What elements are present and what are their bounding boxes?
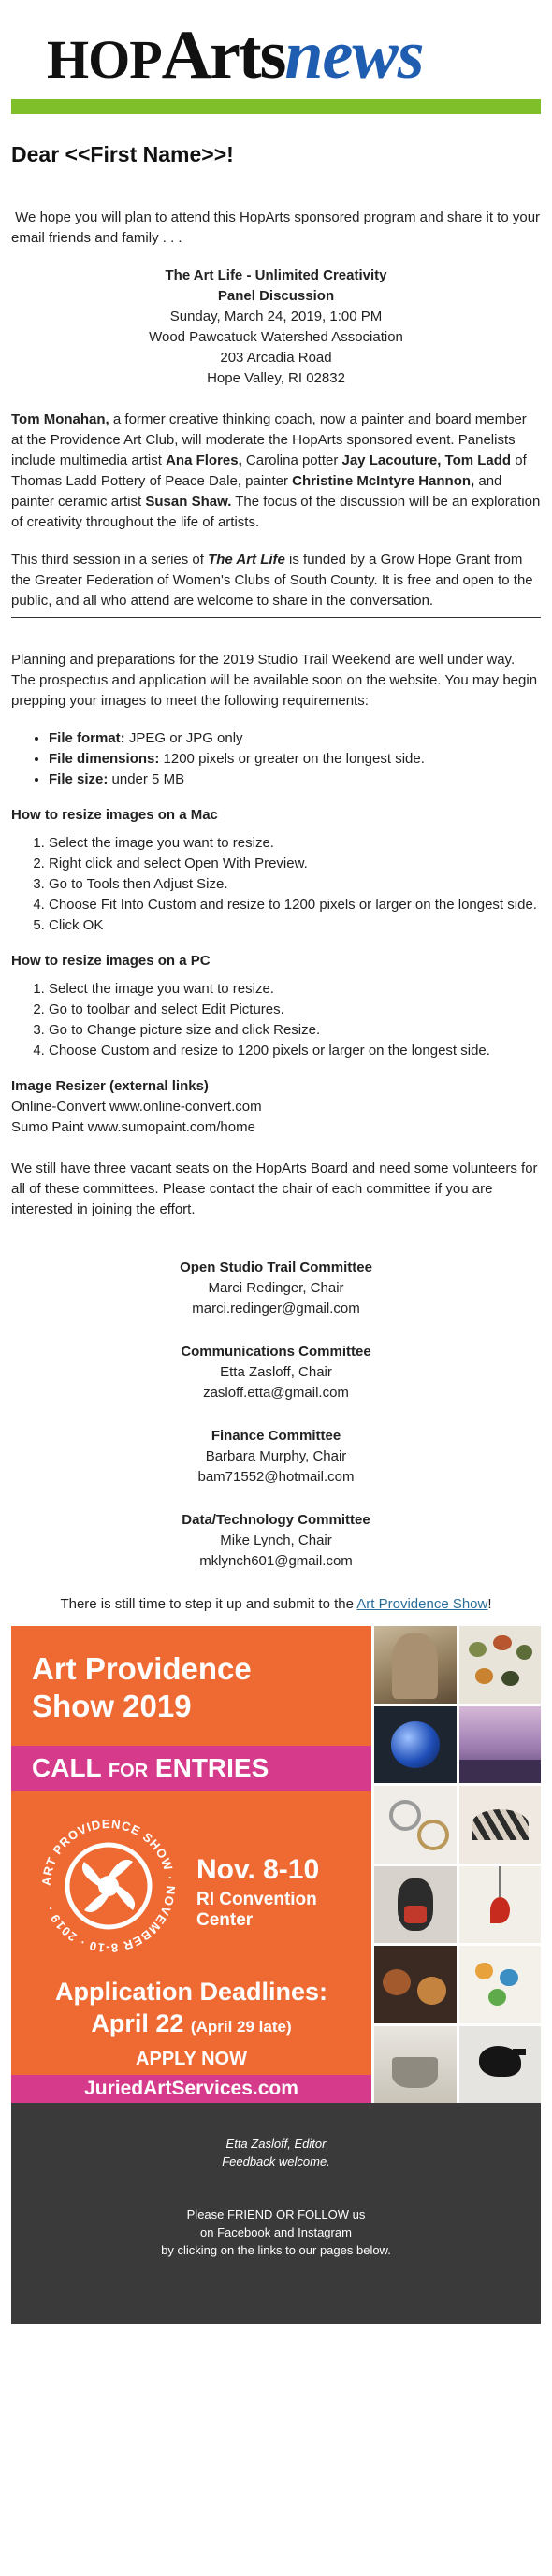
committee-communications [11,1342,541,1403]
artwork-photo-glass-orb [374,1706,457,1784]
artwork-photo-sweater [374,1626,457,1704]
event-details [11,266,541,389]
footer-follow-1: Please FRIEND OR FOLLOW us [186,2208,366,2222]
committee-open-studio [11,1258,541,1319]
committee-name: Data/Technology Committee [182,1512,370,1528]
artwork-photo-ceramics [374,1946,457,2023]
list-item: 1. Select the image you want to resize. [49,979,541,1000]
footer-follow-2: on Facebook and Instagram [200,2225,352,2239]
cta-paragraph: There is still time to step it up and submit to the Art Providence Show! [60,1596,492,1612]
resizer-sumo-paint[interactable]: Sumo Paint www.sumopaint.com/home [11,1119,255,1135]
panel-paragraph: Tom Monahan, a former creative thinking coach, now a painter and board member at the Providence Art Club, will moderate the HopArts sponsored event. Panelists include multimedia artist Ana Flores, Carolina potter Jay Lacouture, Tom Ladd of Thomas Ladd Pottery of Peace Dale, painter Christine McIntyre Hannon, and painter ceramic artist Susan Shaw. The focus of the discussion will be an exploration of creativity throughout the life of artists. [11,411,541,530]
footer-follow-3: by clicking on the links to our pages below. [161,2243,391,2257]
committee-chair: Mike Lynch, Chair [220,1533,332,1548]
banner-dates: Nov. 8-10 [196,1854,320,1885]
list-item: 4. Choose Fit Into Custom and resize to 1200 pixels or larger on the longest side. [49,895,541,915]
resizer-heading: Image Resizer (external links) [11,1078,209,1094]
grant-paragraph: This third session in a series of The Art Life is funded by a Grow Hope Grant from the Greater Federation of Women's Clubs of South County. It is free and open to the public, and all who attend are welcome to share in the conversation. [11,552,533,609]
artwork-photo-glass-flowers [459,1946,542,2023]
banner-title: Art Providence Show 2019 [32,1651,252,1723]
committee-email[interactable]: mklynch601@gmail.com [199,1553,353,1569]
event-city: Hope Valley, RI 02832 [207,370,345,386]
list-item: 1. Select the image you want to resize. [49,833,541,854]
event-datetime: Sunday, March 24, 2019, 1:00 PM [169,309,383,324]
list-item: 4. Choose Custom and resize to 1200 pixels or larger on the longest side. [49,1041,541,1061]
committee-data-technology [11,1510,541,1572]
pc-steps [11,979,541,1061]
event-venue: Wood Pawcatuck Watershed Association [149,329,403,345]
event-street: 203 Arcadia Road [220,350,332,366]
requirements-list [11,728,541,790]
artwork-photo-pottery [374,2026,457,2104]
artwork-photo-grid [371,1626,541,2103]
section-divider [11,617,541,618]
mac-steps [11,833,541,936]
mac-heading: How to resize images on a Mac [11,807,218,823]
committee-finance [11,1426,541,1488]
logo-arts: Arts [161,17,285,94]
committee-email[interactable]: bam71552@hotmail.com [197,1469,355,1485]
banner-venue: RI Convention Center [196,1890,317,1930]
art-providence-show-link[interactable]: Art Providence Show [356,1596,488,1612]
studio-trail-paragraph: Planning and preparations for the 2019 Studio Trail Weekend are well under way. The prospectus and application will be available soon on the website. You may begin prepping your images to meet the following requirements: [11,652,538,709]
pc-heading: How to resize images on a PC [11,953,211,969]
image-resizer [11,1076,541,1138]
logo-news: news [284,17,424,94]
banner-apply-now: APPLY NOW [136,2049,247,2069]
banner-deadlines: Application Deadlines: April 22 (April 29 late) [54,1978,328,2037]
list-item: 3. Go to Tools then Adjust Size. [49,874,541,895]
studio-trail-section [0,650,552,1615]
banner-url: JuriedArtServices.com [84,2078,298,2099]
banner-call-for-entries: CALL FOR ENTRIES [32,1753,269,1782]
footer-feedback: Feedback welcome. [222,2154,330,2168]
artwork-photo-bear [374,1866,457,1944]
hoparts-news-logo[interactable] [11,13,541,99]
seal-text: ART PROVIDENCE SHOW · NOVEMBER 8-10 · 2019 · [38,1816,179,1956]
list-item: 3. Go to Change picture size and click Resize. [49,1020,541,1041]
committee-name: Finance Committee [211,1428,341,1444]
artwork-photo-jewelry [374,1786,457,1864]
artwork-photo-stones [459,1626,542,1704]
committee-email[interactable]: marci.redinger@gmail.com [192,1301,360,1317]
artwork-photo-landscape [459,1706,542,1784]
list-item: 5. Click OK [49,915,541,936]
list-item: • File format: JPEG or JPG only [49,728,541,749]
list-item: • File size: under 5 MB [49,770,541,790]
main-content [0,144,552,612]
event-subtitle: Panel Discussion [217,288,335,304]
committee-chair: Marci Redinger, Chair [208,1280,344,1296]
header-green-bar [11,99,541,114]
artwork-photo-fans [459,1786,542,1864]
artwork-photo-pendant [459,1866,542,1944]
greeting: Dear <<First Name>>! [11,142,234,166]
logo-hop: HOP [47,29,162,90]
committee-chair: Etta Zasloff, Chair [220,1364,332,1380]
banner-text-panel [11,1626,371,2103]
artwork-photo-crow [459,2026,542,2104]
committee-name: Communications Committee [181,1344,371,1360]
committee-email[interactable]: zasloff.etta@gmail.com [203,1385,349,1401]
event-title: The Art Life - Unlimited Creativity [165,267,387,283]
resizer-online-convert[interactable]: Online-Convert www.online-convert.com [11,1099,262,1115]
committee-name: Open Studio Trail Committee [180,1259,372,1275]
intro-paragraph: We hope you will plan to attend this HopArts sponsored program and share it to your email friends and family . . . [11,209,541,246]
list-item: • File dimensions: 1200 pixels or greater on the longest side. [49,749,541,770]
list-item: 2. Go to toolbar and select Edit Pictures. [49,1000,541,1020]
board-paragraph: We still have three vacant seats on the HopArts Board and need some volunteers for all of these committees. Please contact the chair of each committee if you are interested in joining the effort. [11,1160,538,1217]
masthead [0,0,552,120]
committee-chair: Barbara Murphy, Chair [205,1448,347,1464]
footer [11,2103,541,2324]
art-providence-banner[interactable] [11,1626,541,2103]
art-providence-seal-icon [36,1813,182,1959]
footer-editor: Etta Zasloff, Editor [225,2137,327,2151]
list-item: 2. Right click and select Open With Preview. [49,854,541,874]
